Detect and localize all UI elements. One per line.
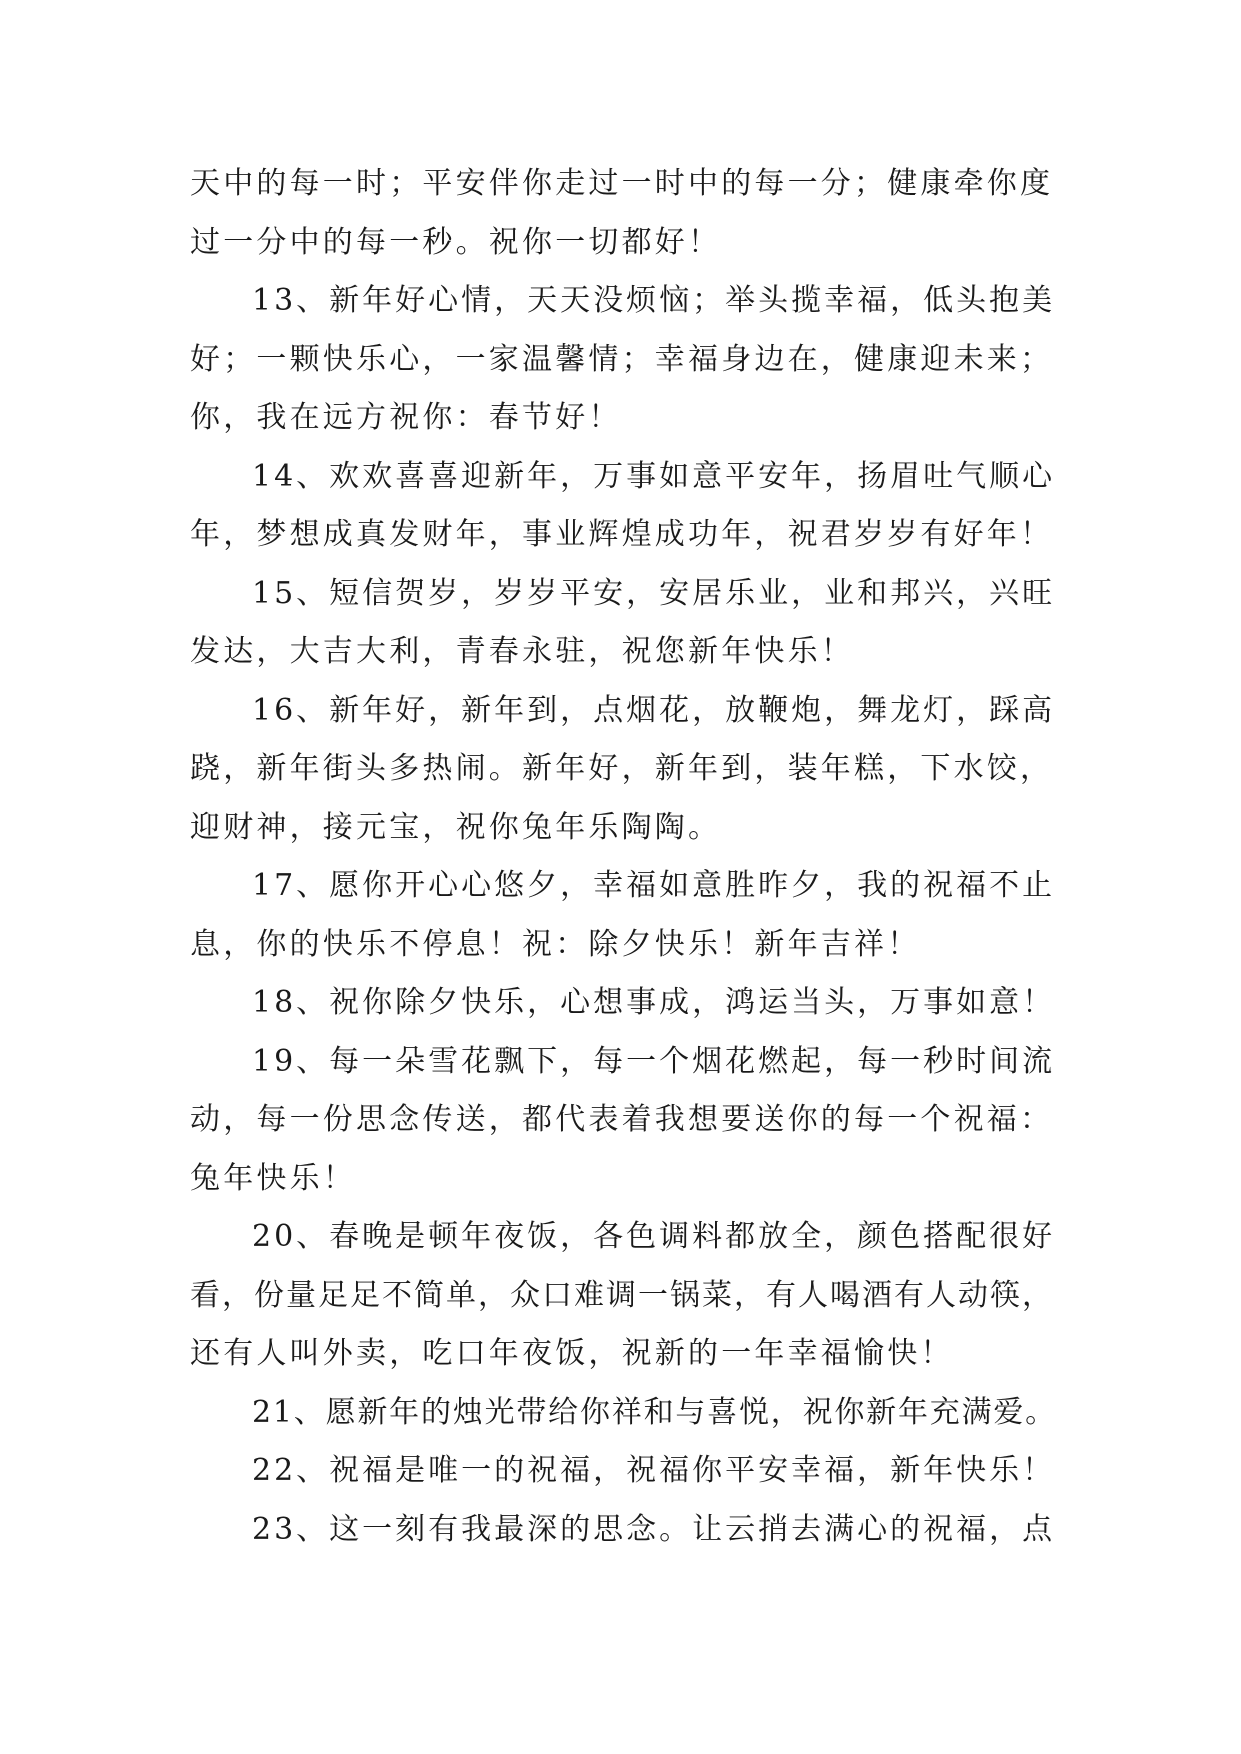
text-line: 16、新年好，新年到，点烟花，放鞭炮，舞龙灯，踩高 — [252, 692, 1056, 728]
text-line: 看，份量足足不简单，众口难调一锅菜，有人喝酒有人动筷， — [190, 1277, 1054, 1313]
text-line: 动，每一份思念传送，都代表着我想要送你的每一个祝福： — [190, 1102, 1054, 1137]
text-line: 天中的每一时；平安伴你走过一时中的每一分；健康牵你度 — [190, 166, 1054, 201]
text-line: 19、每一朵雪花飘下，每一个烟花燃起，每一秒时间流 — [252, 1043, 1056, 1079]
paragraph-19 — [190, 1033, 1058, 1209]
text-line: 跷，新年街头多热闹。新年好，新年到，装年糕，下水饺， — [190, 751, 1054, 786]
paragraph-20 — [190, 1208, 1058, 1384]
text-line: 22、祝福是唯一的祝福，祝福你平安幸福，新年快乐！ — [252, 1453, 1056, 1488]
paragraph-15 — [190, 565, 1058, 682]
text-line: 23、这一刻有我最深的思念。让云捎去满心的祝福，点 — [252, 1511, 1056, 1547]
text-line: 17、愿你开心心悠夕，幸福如意胜昨夕，我的祝福不止 — [252, 868, 1056, 903]
text-line: 13、新年好心情，天天没烦恼；举头揽幸福，低头抱美 — [252, 283, 1056, 318]
paragraph-22 — [190, 1442, 1058, 1501]
text-line: 好；一颗快乐心，一家温馨情；幸福身边在，健康迎未来； — [190, 341, 1054, 377]
paragraph-21 — [190, 1384, 1058, 1443]
text-line: 发达，大吉大利，青春永驻，祝您新年快乐！ — [190, 634, 854, 669]
paragraph-16 — [190, 682, 1058, 858]
paragraph-17 — [190, 857, 1058, 974]
text-line: 还有人叫外卖，吃口年夜饭，祝新的一年幸福愉快！ — [190, 1336, 954, 1371]
text-line: 兔年快乐！ — [190, 1160, 356, 1196]
paragraph-18 — [190, 974, 1058, 1033]
text-line: 20、春晚是顿年夜饭，各色调料都放全，颜色搭配很好 — [252, 1219, 1056, 1254]
text-line: 21、愿新年的烛光带给你祥和与喜悦，祝你新年充满爱。 — [252, 1394, 1057, 1430]
text-line: 14、欢欢喜喜迎新年，万事如意平安年，扬眉吐气顺心 — [252, 458, 1056, 494]
text-line: 你，我在远方祝你：春节好！ — [190, 400, 622, 435]
paragraph-14 — [190, 448, 1058, 565]
text-line: 过一分中的每一秒。祝你一切都好！ — [190, 224, 722, 260]
text-line: 18、祝你除夕快乐，心想事成，鸿运当头，万事如意！ — [252, 985, 1056, 1020]
paragraph-23 — [190, 1501, 1058, 1560]
text-line: 息，你的快乐不停息！祝：除夕快乐！新年吉祥！ — [190, 926, 921, 962]
paragraph-12-continued — [190, 155, 1058, 272]
text-line: 15、短信贺岁，岁岁平安，安居乐业，业和邦兴，兴旺 — [252, 575, 1056, 611]
text-line: 迎财神，接元宝，祝你兔年乐陶陶。 — [190, 809, 722, 845]
paragraph-13 — [190, 272, 1058, 448]
text-line: 年，梦想成真发财年，事业辉煌成功年，祝君岁岁有好年！ — [190, 517, 1054, 552]
document-body — [190, 155, 1058, 1559]
